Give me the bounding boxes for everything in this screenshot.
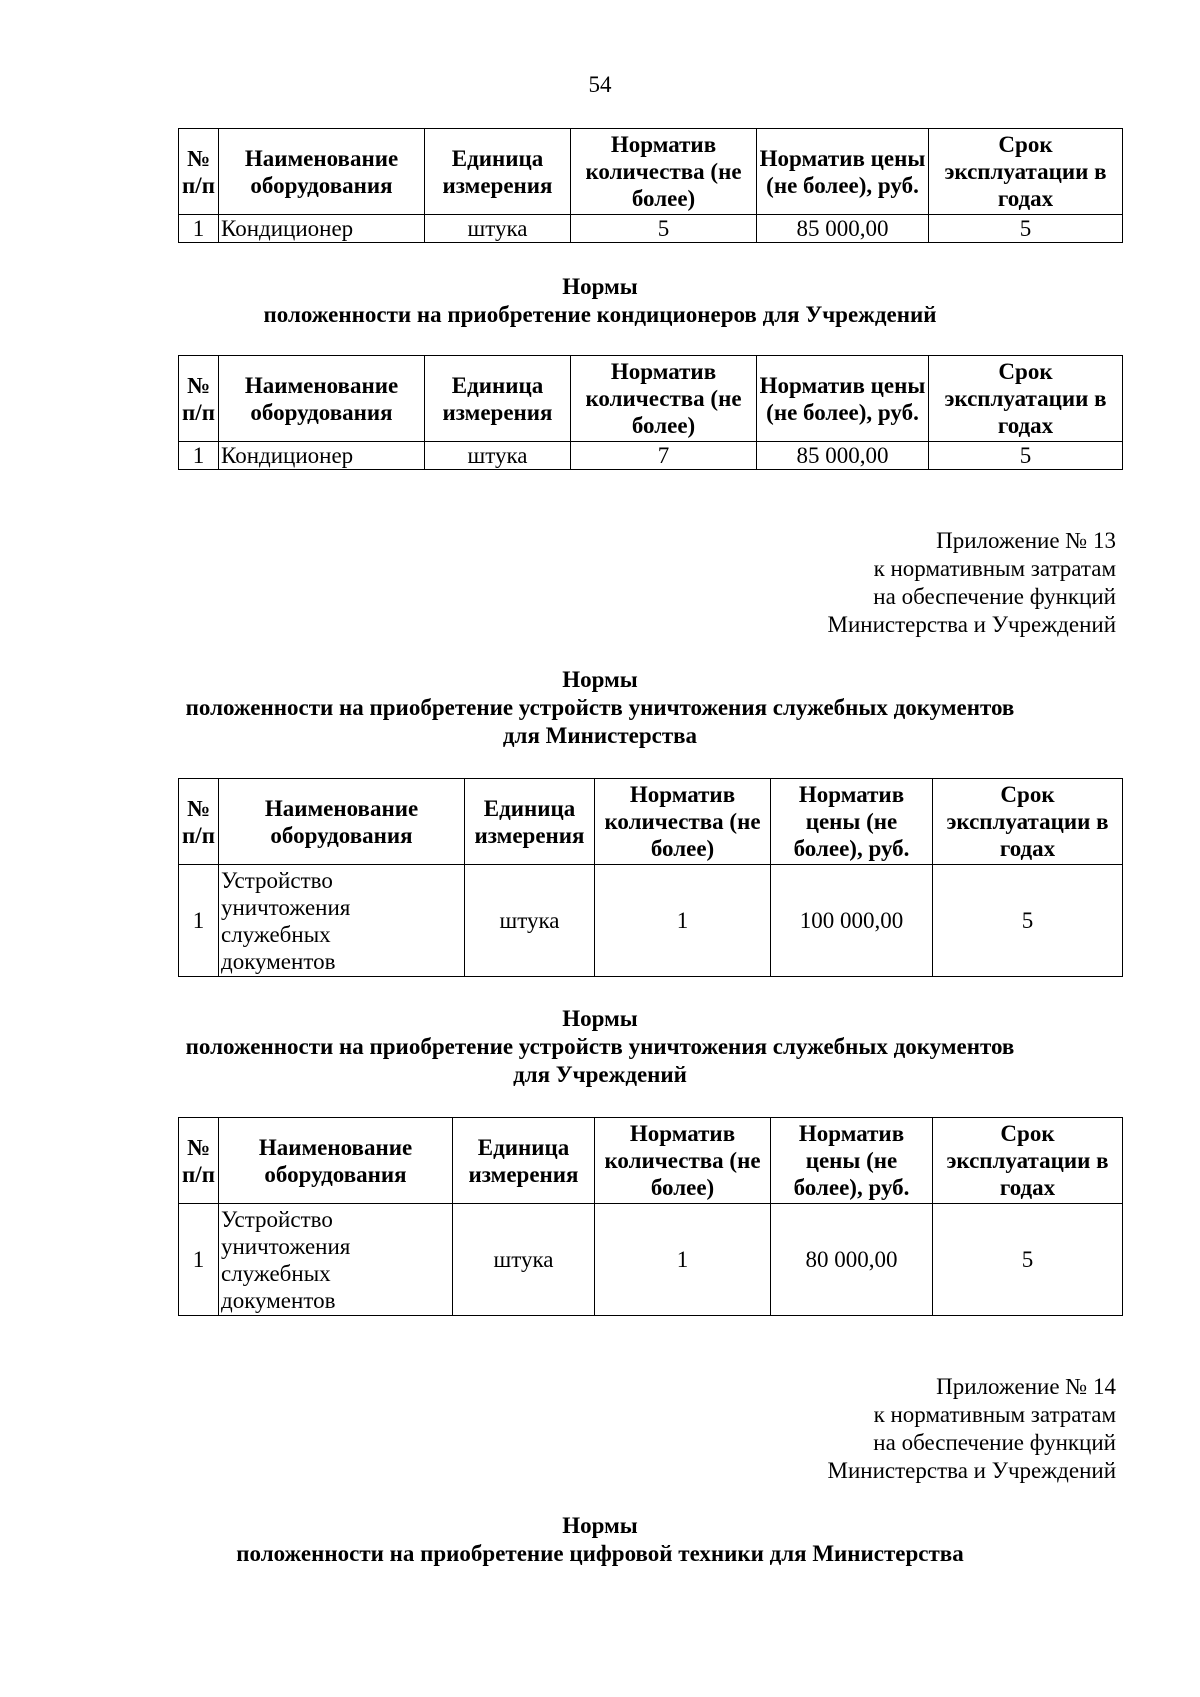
cell-quantity: 1 xyxy=(595,865,771,977)
heading-title: Нормы xyxy=(562,274,638,299)
cell-number: 1 xyxy=(179,865,219,977)
cell-quantity: 7 xyxy=(571,442,757,470)
cell-name: Устройство уничтожения служебных документов xyxy=(219,1204,453,1316)
table-shredders-ministry xyxy=(178,778,1123,977)
appendix-title: Приложение № 13 xyxy=(936,528,1116,553)
cell-name: Кондиционер xyxy=(219,442,425,470)
header-term: Срок эксплуатации в годах xyxy=(929,129,1123,215)
heading-subtitle: положенности на приобретение устройств уничтожения служебных документов xyxy=(185,695,1015,720)
appendix-line: на обеспечение функций xyxy=(873,1430,1116,1455)
heading-title: Нормы xyxy=(562,667,638,692)
heading-subtitle: для Учреждений xyxy=(513,1062,687,1087)
heading-title: Нормы xyxy=(562,1006,638,1031)
cell-price: 80 000,00 xyxy=(771,1204,933,1316)
cell-price: 85 000,00 xyxy=(757,215,929,243)
cell-name: Устройство уничтожения служебных документов xyxy=(219,865,465,977)
appendix-line: к нормативным затратам xyxy=(873,556,1116,581)
header-term: Срок эксплуатации в годах xyxy=(933,779,1123,865)
cell-name: Кондиционер xyxy=(219,215,425,243)
heading-subtitle: положенности на приобретение устройств уничтожения служебных документов xyxy=(185,1034,1015,1059)
cell-price: 100 000,00 xyxy=(771,865,933,977)
header-name: Наименование оборудования xyxy=(219,1118,453,1204)
appendix-14-note xyxy=(828,1373,1116,1485)
cell-quantity: 1 xyxy=(595,1204,771,1316)
cell-quantity: 5 xyxy=(571,215,757,243)
heading-subtitle: положенности на приобретение цифровой техники для Министерства xyxy=(236,1541,964,1566)
header-unit: Единица измерения xyxy=(465,779,595,865)
table-header-row xyxy=(179,129,1123,215)
table-row xyxy=(179,865,1123,977)
table-header-row xyxy=(179,779,1123,865)
header-quantity: Норматив количества (не более) xyxy=(571,129,757,215)
table-row xyxy=(179,442,1123,470)
header-unit: Единица измерения xyxy=(425,129,571,215)
cell-unit: штука xyxy=(465,865,595,977)
header-price: Норматив цены (не более), руб. xyxy=(757,129,929,215)
section-heading xyxy=(0,1512,1200,1568)
header-name: Наименование оборудования xyxy=(219,356,425,442)
header-term: Срок эксплуатации в годах xyxy=(933,1118,1123,1204)
table-header-row xyxy=(179,356,1123,442)
heading-title: Нормы xyxy=(562,1513,638,1538)
cell-term: 5 xyxy=(933,1204,1123,1316)
cell-term: 5 xyxy=(933,865,1123,977)
cell-price: 85 000,00 xyxy=(757,442,929,470)
section-heading xyxy=(0,1005,1200,1089)
cell-term: 5 xyxy=(929,215,1123,243)
cell-term: 5 xyxy=(929,442,1123,470)
header-unit: Единица измерения xyxy=(453,1118,595,1204)
page-number: 54 xyxy=(588,72,612,97)
cell-unit: штука xyxy=(425,442,571,470)
header-price: Норматив цены (не более), руб. xyxy=(757,356,929,442)
appendix-line: на обеспечение функций xyxy=(873,584,1116,609)
cell-number: 1 xyxy=(179,442,219,470)
header-name: Наименование оборудования xyxy=(219,129,425,215)
section-heading xyxy=(0,666,1200,750)
header-quantity: Норматив количества (не более) xyxy=(595,779,771,865)
header-name: Наименование оборудования xyxy=(219,779,465,865)
appendix-line: Министерства и Учреждений xyxy=(827,1458,1116,1483)
header-number: № п/п xyxy=(179,356,219,442)
appendix-title: Приложение № 14 xyxy=(936,1374,1116,1399)
section-heading xyxy=(0,273,1200,329)
header-price: Норматив цены (не более), руб. xyxy=(771,779,933,865)
header-unit: Единица измерения xyxy=(425,356,571,442)
appendix-line: к нормативным затратам xyxy=(873,1402,1116,1427)
header-term: Срок эксплуатации в годах xyxy=(929,356,1123,442)
table-air-conditioners-ministry xyxy=(178,128,1123,243)
header-number: № п/п xyxy=(179,1118,219,1204)
header-quantity: Норматив количества (не более) xyxy=(571,356,757,442)
table-air-conditioners-institutions xyxy=(178,355,1123,470)
cell-number: 1 xyxy=(179,215,219,243)
heading-subtitle: положенности на приобретение кондиционеров для Учреждений xyxy=(263,302,937,327)
cell-unit: штука xyxy=(453,1204,595,1316)
table-shredders-institutions xyxy=(178,1117,1123,1316)
cell-unit: штука xyxy=(425,215,571,243)
header-quantity: Норматив количества (не более) xyxy=(595,1118,771,1204)
header-number: № п/п xyxy=(179,779,219,865)
heading-subtitle: для Министерства xyxy=(502,723,698,748)
cell-number: 1 xyxy=(179,1204,219,1316)
appendix-13-note xyxy=(828,527,1116,639)
header-price: Норматив цены (не более), руб. xyxy=(771,1118,933,1204)
appendix-line: Министерства и Учреждений xyxy=(827,612,1116,637)
table-row xyxy=(179,215,1123,243)
table-header-row xyxy=(179,1118,1123,1204)
table-row xyxy=(179,1204,1123,1316)
header-number: № п/п xyxy=(179,129,219,215)
